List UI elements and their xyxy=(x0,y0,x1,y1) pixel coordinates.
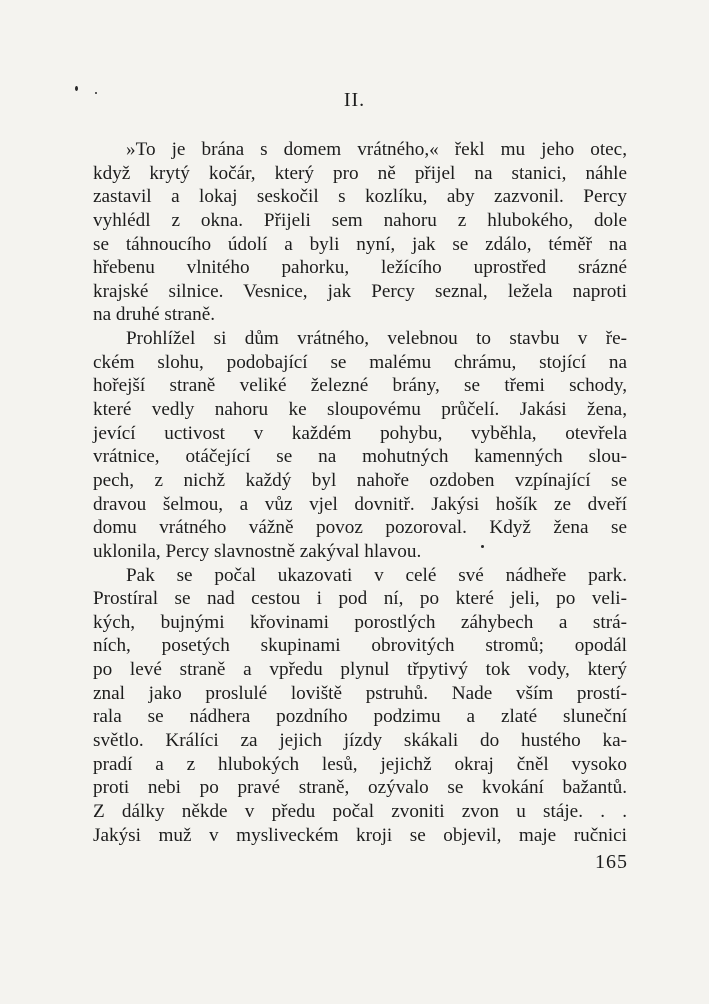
text-line: Pak se počal ukazovati v celé své nádheře park. xyxy=(126,564,627,586)
text-line: rala se nádhera pozdního podzimu a zlaté sluneční xyxy=(93,706,627,728)
text-line: pech, z nichž každý byl nahoře ozdoben vzpínající se xyxy=(93,469,627,491)
text-line: domu vrátného vážně povoz pozoroval. Když žena se xyxy=(93,517,627,539)
text-line: Prohlížel si dům vrátného, velebnou to stavbu v ře- xyxy=(126,328,627,350)
text-line: když krytý kočár, který pro ně přijel na stanici, náhle xyxy=(93,162,627,184)
text-line: hřebenu vlnitého pahorku, ležícího uprostřed srázné xyxy=(93,257,627,279)
text-line: zastavil a lokaj seskočil s kozlíku, aby zazvonil. Percy xyxy=(93,186,627,208)
text-line: dravou šelmou, a vůz vjel dovnitř. Jakýsi hošík ze dveří xyxy=(93,493,627,515)
text-line: krajské silnice. Vesnice, jak Percy seznal, ležela naproti xyxy=(93,280,627,302)
text-line: Prostíral se nad cestou i pod ní, po které jeli, po veli- xyxy=(93,588,627,610)
text-line: Z dálky někde v předu počal zvoniti zvon u stáje. . . xyxy=(93,800,627,822)
text-line: Jakýsi muž v mysliveckém kroji se objevil, maje ručnici xyxy=(93,824,627,846)
text-line: vrátnice, otáčející se na mohutných kamenných slou- xyxy=(93,446,627,468)
text-line: ckém slohu, podobající se malému chrámu, stojící na xyxy=(93,351,627,373)
text-line: světlo. Králíci za jejich jízdy skákali do hustého ka- xyxy=(93,730,627,752)
text-line: kých, bujnými křovinami porostlých záhybech a strá- xyxy=(93,611,627,633)
chapter-heading: II. xyxy=(343,89,366,111)
text-line: »To je brána s domem vrátného,« řekl mu jeho otec, xyxy=(126,139,627,160)
text-line: pradí a z hlubokých lesů, jejichž okraj čněl vysoko xyxy=(93,753,627,775)
text-line: jevící uctivost v každém pohybu, vyběhla, otevřela xyxy=(93,422,627,444)
page-number: 165 xyxy=(595,851,628,873)
paragraph xyxy=(93,138,627,327)
text-line: uklonila, Percy slavnostně zakýval hlavou. xyxy=(93,540,422,562)
paragraph xyxy=(93,327,627,563)
paragraph xyxy=(93,564,627,848)
body-text xyxy=(93,138,627,847)
text-line: proti nebi po pravé straně, ozývalo se kvokání bažantů. xyxy=(93,777,627,799)
text-line: ních, posetých skupinami obrovitých stromů; opodál xyxy=(93,635,627,657)
text-line: na druhé straně. xyxy=(93,304,216,326)
text-line: vyhlédl z okna. Přijeli sem nahoru z hlubokého, dole xyxy=(93,209,627,231)
text-line: po levé straně a vpředu plynul třpytivý tok vody, který xyxy=(93,659,627,681)
text-line: které vedly nahoru ke sloupovému průčelí. Jakási žena, xyxy=(93,399,627,421)
text-line: znal jako proslulé loviště pstruhů. Nade vším prostí- xyxy=(93,682,627,704)
text-line: hořejší straně veliké železné brány, se třemi schody, xyxy=(93,375,627,397)
text-line: se táhnoucího údolí a byli nyní, jak se zdálo, téměř na xyxy=(93,233,627,255)
